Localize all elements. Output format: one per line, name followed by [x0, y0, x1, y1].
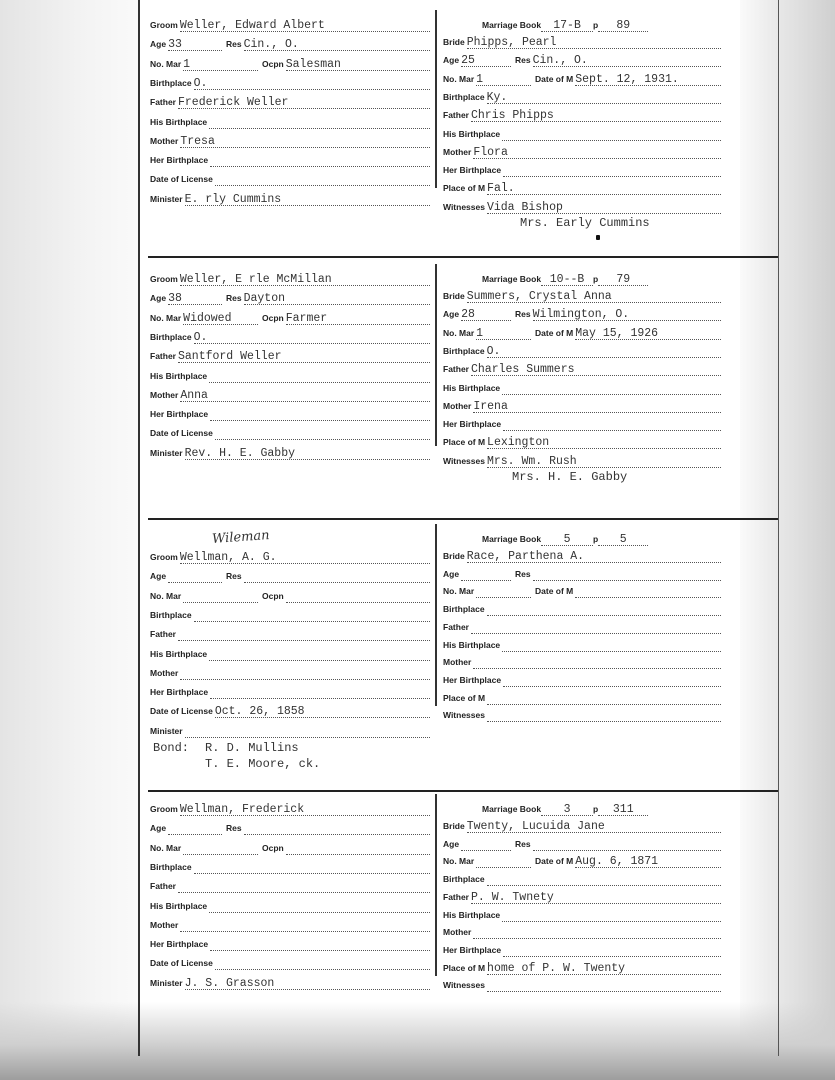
bride-age-res-1-res — [515, 303, 721, 321]
groom-mother-2-label: Mother — [150, 667, 179, 678]
bride-age-res-3-res-label: Res — [515, 838, 531, 849]
groom-birthplace-2 — [150, 604, 430, 622]
card-edge-left — [138, 0, 140, 1056]
groom-age-res-1-age-label: Age — [150, 293, 167, 304]
bride-place-of-m-3-label: Place of M — [443, 962, 486, 973]
bride-age-res-0 — [443, 49, 721, 67]
bride-witnesses-1-value: Mrs. Wm. Rush — [486, 454, 577, 468]
column-divider — [435, 794, 437, 976]
record-separator — [148, 518, 778, 520]
groom-age-res-0-res-label: Res — [226, 39, 242, 50]
handwritten-annotation: Wileman — [211, 528, 271, 547]
groom-age-res-0-res — [226, 33, 430, 51]
groom-groom-1-value: Weller, E rle McMillan — [179, 273, 332, 286]
marriage-book-label: Marriage Book — [482, 804, 542, 814]
bride-mar-date-0-no_mar — [443, 68, 531, 86]
groom-mar-ocpn-3-ocpn — [262, 837, 430, 855]
bride-bride-2-label: Bride — [443, 551, 465, 561]
bride-birthplace-2-label: Birthplace — [443, 604, 485, 615]
groom-mar-ocpn-0-ocpn-label: Ocpn — [262, 58, 284, 69]
groom-age-res-1 — [150, 287, 430, 305]
bride-mar-date-1-date_of_m-value: May 15, 1926 — [575, 326, 659, 340]
bride-bride-3-value: Twenty, Lucuida Jane — [466, 820, 605, 833]
bride-witnesses-0 — [443, 196, 721, 214]
groom-mar-ocpn-0-no_mar — [150, 53, 258, 71]
marriage-book-value: 5 — [563, 533, 571, 546]
groom-mar-ocpn-3-no_mar-label: No. Mar — [150, 842, 182, 853]
groom-his-birthplace-3-label: His Birthplace — [150, 900, 208, 911]
groom-mar-ocpn-2 — [150, 585, 430, 603]
bride-witnesses-1 — [443, 450, 721, 468]
page-value: 89 — [616, 19, 631, 32]
bride-birthplace-3 — [443, 868, 721, 886]
groom-groom-2 — [150, 546, 430, 564]
bride-witnesses-0-label: Witnesses — [443, 201, 485, 212]
bride-mar-date-0-no_mar-value: 1 — [476, 72, 484, 86]
bride-mar-date-3-date_of_m — [535, 850, 721, 868]
groom-age-res-2-res — [226, 565, 430, 583]
groom-groom-1 — [150, 268, 430, 286]
bride-place-of-m-3-value: home of P. W. Twenty — [487, 961, 626, 975]
bride-mar-date-1-no_mar — [443, 322, 531, 340]
ink-speck — [596, 235, 600, 240]
groom-his-birthplace-3 — [150, 895, 430, 913]
groom-groom-3-value: Wellman, Frederick — [179, 803, 305, 816]
bride-mother-1-value: Irena — [473, 399, 508, 413]
groom-his-birthplace-2-label: His Birthplace — [150, 648, 208, 659]
bride-mother-3 — [443, 921, 721, 939]
groom-father-0 — [150, 91, 430, 109]
bride-place-of-m-3 — [443, 957, 721, 975]
bride-mother-0-value: Flora — [473, 145, 508, 159]
bride-bride-0 — [443, 31, 721, 49]
groom-age-res-0-age-label: Age — [150, 39, 167, 50]
page-value: 311 — [612, 803, 634, 816]
bride-her-birthplace-2-label: Her Birthplace — [443, 674, 502, 685]
bride-mar-date-0 — [443, 68, 721, 86]
bride-place-of-m-0 — [443, 177, 721, 195]
bride-age-res-0-res-label: Res — [515, 55, 531, 66]
bride-mar-date-3-date_of_m-value: Aug. 6, 1871 — [575, 855, 659, 869]
bride-father-1-label: Father — [443, 364, 469, 375]
groom-age-res-3-res — [226, 817, 430, 835]
bride-father-1 — [443, 358, 721, 376]
bride-his-birthplace-2-label: His Birthplace — [443, 639, 501, 650]
groom-mar-ocpn-3-ocpn-label: Ocpn — [262, 842, 284, 853]
page-label: p — [593, 20, 599, 30]
groom-mar-ocpn-3-no_mar — [150, 837, 258, 855]
groom-minister-0 — [150, 188, 430, 206]
groom-mar-ocpn-2-no_mar-label: No. Mar — [150, 590, 182, 601]
groom-date-of-license-1-label: Date of License — [150, 428, 213, 439]
marriage-book-ref-1 — [482, 268, 682, 286]
groom-birthplace-3 — [150, 856, 430, 874]
groom-minister-1-value: Rev. H. E. Gabby — [184, 446, 296, 460]
groom-date-of-license-1 — [150, 422, 430, 440]
bride-age-res-1-age — [443, 303, 511, 321]
bond-surety-2: T. E. Moore, ck. — [205, 757, 321, 771]
bride-age-res-3-res — [515, 833, 721, 851]
bride-mar-date-2-no_mar — [443, 580, 531, 598]
bride-mother-3-label: Mother — [443, 927, 472, 938]
page-value: 79 — [616, 273, 631, 286]
bride-mar-date-3-no_mar-label: No. Mar — [443, 856, 475, 867]
bride-age-res-1-res-label: Res — [515, 309, 531, 320]
groom-date-of-license-2-value: Oct. 26, 1858 — [214, 705, 305, 719]
groom-father-3-label: Father — [150, 881, 176, 892]
groom-age-res-1-res-label: Res — [226, 293, 242, 304]
bride-age-res-2 — [443, 563, 721, 581]
bride-father-2 — [443, 616, 721, 634]
bride-father-3-value: P. W. Twnety — [470, 890, 554, 904]
page-label: p — [593, 804, 599, 814]
bride-place-of-m-0-value: Fal. — [487, 182, 515, 196]
groom-his-birthplace-1-label: His Birthplace — [150, 370, 208, 381]
groom-age-res-1-res-value: Dayton — [243, 292, 286, 306]
groom-age-res-0-res-value: Cin., O. — [243, 38, 299, 52]
bride-place-of-m-2 — [443, 687, 721, 705]
bride-bride-2 — [443, 545, 721, 563]
bride-mother-0-label: Mother — [443, 146, 472, 157]
bride-bride-0-value: Phipps, Pearl — [466, 36, 557, 49]
groom-birthplace-3-label: Birthplace — [150, 861, 192, 872]
groom-groom-0-label: Groom — [150, 20, 178, 30]
bride-his-birthplace-3-label: His Birthplace — [443, 909, 501, 920]
groom-birthplace-1-label: Birthplace — [150, 331, 192, 342]
marriage-book-ref-2 — [482, 528, 682, 546]
marriage-book-ref-3 — [482, 798, 682, 816]
scan-margin-right — [740, 0, 835, 1080]
groom-groom-3 — [150, 798, 430, 816]
groom-age-res-1-age-value: 38 — [168, 292, 182, 306]
groom-mar-ocpn-1-no_mar — [150, 307, 258, 325]
groom-minister-3 — [150, 972, 430, 990]
groom-father-1 — [150, 345, 430, 363]
groom-her-birthplace-0-label: Her Birthplace — [150, 155, 209, 166]
groom-age-res-1-res — [226, 287, 430, 305]
bride-her-birthplace-0-label: Her Birthplace — [443, 165, 502, 176]
bride-witnesses-0-value: Vida Bishop — [486, 200, 563, 214]
bride-place-of-m-0-label: Place of M — [443, 183, 486, 194]
groom-mar-ocpn-1-ocpn-label: Ocpn — [262, 312, 284, 323]
bride-age-res-1 — [443, 303, 721, 321]
groom-birthplace-1 — [150, 326, 430, 344]
bride-bride-1 — [443, 285, 721, 303]
marriage-book-value: 10--B — [549, 273, 585, 286]
bride-mar-date-0-date_of_m-label: Date of M — [535, 73, 574, 84]
bride-mar-date-1-no_mar-label: No. Mar — [443, 327, 475, 338]
bride-mar-date-1-no_mar-value: 1 — [476, 326, 484, 340]
marriage-book-ref-0 — [482, 14, 682, 32]
bond-surety-1: R. D. Mullins — [205, 741, 299, 755]
groom-age-res-1-age — [150, 287, 222, 305]
bride-birthplace-2 — [443, 598, 721, 616]
column-divider — [435, 264, 437, 446]
groom-date-of-license-0 — [150, 168, 430, 186]
groom-minister-3-label: Minister — [150, 977, 183, 988]
bride-witnesses-2-label: Witnesses — [443, 710, 485, 721]
groom-birthplace-1-value: O. — [193, 330, 208, 344]
bride-witnesses-3 — [443, 974, 721, 992]
bride-her-birthplace-3 — [443, 939, 721, 957]
bride-mar-date-1-date_of_m-label: Date of M — [535, 327, 574, 338]
bride-place-of-m-1-label: Place of M — [443, 437, 486, 448]
groom-age-res-3-age — [150, 817, 222, 835]
marriage-book-label: Marriage Book — [482, 534, 542, 544]
bride-mar-date-0-no_mar-label: No. Mar — [443, 73, 475, 84]
bride-father-2-label: Father — [443, 621, 469, 632]
groom-date-of-license-3 — [150, 952, 430, 970]
groom-birthplace-0 — [150, 72, 430, 90]
bride-age-res-2-age — [443, 563, 511, 581]
bride-bride-1-value: Summers, Crystal Anna — [466, 290, 612, 303]
bride-his-birthplace-3 — [443, 904, 721, 922]
groom-mar-ocpn-1-no_mar-value: Widowed — [183, 311, 232, 325]
groom-age-res-3-age-label: Age — [150, 823, 167, 834]
groom-age-res-2-res-label: Res — [226, 571, 242, 582]
bride-place-of-m-2-label: Place of M — [443, 692, 486, 703]
groom-birthplace-2-label: Birthplace — [150, 609, 192, 620]
groom-mar-ocpn-3 — [150, 837, 430, 855]
card-edge-right — [778, 0, 779, 1056]
groom-mother-0-value: Tresa — [180, 134, 215, 148]
groom-age-res-0-age-value: 33 — [168, 38, 182, 52]
bride-father-0-label: Father — [443, 110, 469, 121]
groom-minister-2-label: Minister — [150, 725, 183, 736]
bride-age-res-3-age — [443, 833, 511, 851]
bride-his-birthplace-2 — [443, 634, 721, 652]
groom-her-birthplace-1-label: Her Birthplace — [150, 409, 209, 420]
bride-age-res-2-age-label: Age — [443, 568, 460, 579]
groom-mar-ocpn-0-no_mar-label: No. Mar — [150, 58, 182, 69]
bride-bride-0-label: Bride — [443, 37, 465, 47]
groom-mother-1 — [150, 384, 430, 402]
groom-father-0-label: Father — [150, 97, 176, 108]
groom-minister-3-value: J. S. Grasson — [184, 976, 275, 990]
page-label: p — [593, 274, 599, 284]
groom-age-res-3 — [150, 817, 430, 835]
groom-father-2-label: Father — [150, 629, 176, 640]
groom-birthplace-0-label: Birthplace — [150, 77, 192, 88]
bride-father-3 — [443, 886, 721, 904]
bond-label: Bond: — [153, 741, 190, 755]
groom-her-birthplace-2 — [150, 681, 430, 699]
bride-father-1-value: Charles Summers — [470, 363, 575, 377]
groom-age-res-0 — [150, 33, 430, 51]
bride-father-0 — [443, 104, 721, 122]
bride-witnesses-2 — [443, 704, 721, 722]
page-label: p — [593, 534, 599, 544]
groom-her-birthplace-1 — [150, 403, 430, 421]
groom-birthplace-0-value: O. — [193, 76, 208, 90]
bride-mother-0 — [443, 141, 721, 159]
bride-mar-date-3-no_mar — [443, 850, 531, 868]
bride-mother-1 — [443, 395, 721, 413]
bride-mar-date-2-no_mar-label: No. Mar — [443, 586, 475, 597]
groom-her-birthplace-3 — [150, 933, 430, 951]
bride-birthplace-0-value: Ky. — [486, 90, 508, 104]
scan-shadow-bottom — [0, 1002, 835, 1080]
groom-minister-1-label: Minister — [150, 447, 183, 458]
groom-minister-0-value: E. rly Cummins — [184, 192, 282, 206]
bride-mother-2-label: Mother — [443, 657, 472, 668]
bride-father-3-label: Father — [443, 891, 469, 902]
bride-age-res-1-age-label: Age — [443, 309, 460, 320]
bride-his-birthplace-1-label: His Birthplace — [443, 382, 501, 393]
groom-mar-ocpn-1-ocpn-value: Farmer — [285, 311, 328, 325]
bride-bride-3-label: Bride — [443, 821, 465, 831]
groom-mother-0 — [150, 130, 430, 148]
bride-age-res-3-age-label: Age — [443, 838, 460, 849]
bride-his-birthplace-0 — [443, 123, 721, 141]
groom-minister-1 — [150, 442, 430, 460]
bride-age-res-3 — [443, 833, 721, 851]
groom-mar-ocpn-0-no_mar-value: 1 — [183, 57, 191, 71]
groom-mar-ocpn-1-ocpn — [262, 307, 430, 325]
bride-her-birthplace-0 — [443, 159, 721, 177]
record-separator — [148, 790, 778, 792]
groom-her-birthplace-3-label: Her Birthplace — [150, 939, 209, 950]
groom-father-1-label: Father — [150, 351, 176, 362]
bride-witness-extra: Mrs. H. E. Gabby — [512, 470, 628, 484]
groom-minister-2 — [150, 720, 430, 738]
bride-age-res-0-age-value: 25 — [461, 54, 475, 68]
bride-birthplace-0 — [443, 86, 721, 104]
groom-father-2 — [150, 623, 430, 641]
bride-age-res-0-age — [443, 49, 511, 67]
bride-her-birthplace-2 — [443, 669, 721, 687]
groom-mar-ocpn-2-ocpn-label: Ocpn — [262, 590, 284, 601]
bride-mar-date-0-date_of_m-value: Sept. 12, 1931. — [575, 72, 679, 86]
groom-his-birthplace-2 — [150, 643, 430, 661]
bride-his-birthplace-1 — [443, 377, 721, 395]
groom-date-of-license-2 — [150, 700, 430, 718]
groom-date-of-license-2-label: Date of License — [150, 706, 213, 717]
groom-groom-0 — [150, 14, 430, 32]
bride-mar-date-0-date_of_m — [535, 68, 721, 86]
bride-age-res-1-age-value: 28 — [461, 308, 475, 322]
bride-mar-date-3-date_of_m-label: Date of M — [535, 856, 574, 867]
bride-witness-extra: Mrs. Early Cummins — [520, 216, 650, 230]
groom-age-res-2-age — [150, 565, 222, 583]
bride-place-of-m-1 — [443, 431, 721, 449]
groom-mar-ocpn-2-no_mar — [150, 585, 258, 603]
bride-birthplace-0-label: Birthplace — [443, 91, 485, 102]
bride-age-res-0-res-value: Cin., O. — [532, 54, 588, 68]
marriage-book-value: 3 — [563, 803, 571, 816]
marriage-book-value: 17-B — [553, 19, 581, 32]
groom-mother-3 — [150, 914, 430, 932]
groom-her-birthplace-0 — [150, 149, 430, 167]
bride-birthplace-1 — [443, 340, 721, 358]
groom-father-3 — [150, 875, 430, 893]
groom-mar-ocpn-0-ocpn — [262, 53, 430, 71]
bride-bride-1-label: Bride — [443, 291, 465, 301]
groom-age-res-2 — [150, 565, 430, 583]
bride-age-res-0-age-label: Age — [443, 55, 460, 66]
bride-her-birthplace-3-label: Her Birthplace — [443, 944, 502, 955]
groom-age-res-3-res-label: Res — [226, 823, 242, 834]
groom-groom-2-value: Wellman, A. G. — [179, 551, 277, 564]
bride-bride-3 — [443, 815, 721, 833]
groom-mar-ocpn-1 — [150, 307, 430, 325]
groom-groom-1-label: Groom — [150, 274, 178, 284]
scan-margin-left — [0, 0, 138, 1080]
groom-father-0-value: Frederick Weller — [177, 96, 289, 110]
groom-mar-ocpn-1-no_mar-label: No. Mar — [150, 312, 182, 323]
groom-mother-0-label: Mother — [150, 135, 179, 146]
groom-his-birthplace-0 — [150, 111, 430, 129]
groom-groom-0-value: Weller, Edward Albert — [179, 19, 325, 32]
bride-age-res-1-res-value: Wilmington, O. — [532, 308, 630, 322]
groom-age-res-2-age-label: Age — [150, 571, 167, 582]
bride-his-birthplace-0-label: His Birthplace — [443, 128, 501, 139]
bride-mar-date-1-date_of_m — [535, 322, 721, 340]
column-divider — [435, 10, 437, 188]
groom-mother-1-label: Mother — [150, 389, 179, 400]
record-separator — [148, 256, 778, 258]
bride-witnesses-1-label: Witnesses — [443, 455, 485, 466]
column-divider — [435, 524, 437, 706]
bride-bride-2-value: Race, Parthena A. — [466, 550, 585, 563]
bride-birthplace-1-value: O. — [486, 344, 501, 358]
bride-birthplace-3-label: Birthplace — [443, 874, 485, 885]
bride-mar-date-2 — [443, 580, 721, 598]
groom-groom-3-label: Groom — [150, 804, 178, 814]
bride-mother-2 — [443, 651, 721, 669]
marriage-book-label: Marriage Book — [482, 20, 542, 30]
bride-age-res-2-res — [515, 563, 721, 581]
groom-mother-3-label: Mother — [150, 919, 179, 930]
bride-place-of-m-1-value: Lexington — [487, 436, 550, 450]
groom-his-birthplace-1 — [150, 365, 430, 383]
bride-witnesses-3-label: Witnesses — [443, 980, 485, 991]
bride-age-res-2-res-label: Res — [515, 568, 531, 579]
page-value: 5 — [619, 533, 627, 546]
bride-age-res-0-res — [515, 49, 721, 67]
groom-minister-0-label: Minister — [150, 193, 183, 204]
bride-her-birthplace-1 — [443, 413, 721, 431]
groom-groom-2-label: Groom — [150, 552, 178, 562]
groom-date-of-license-0-label: Date of License — [150, 174, 213, 185]
bride-mar-date-2-date_of_m — [535, 580, 721, 598]
groom-her-birthplace-2-label: Her Birthplace — [150, 687, 209, 698]
groom-age-res-0-age — [150, 33, 222, 51]
marriage-book-label: Marriage Book — [482, 274, 542, 284]
groom-his-birthplace-0-label: His Birthplace — [150, 116, 208, 127]
groom-mother-1-value: Anna — [180, 388, 208, 402]
groom-mar-ocpn-0 — [150, 53, 430, 71]
groom-mother-2 — [150, 662, 430, 680]
groom-date-of-license-3-label: Date of License — [150, 958, 213, 969]
bride-mother-1-label: Mother — [443, 400, 472, 411]
bride-mar-date-2-date_of_m-label: Date of M — [535, 586, 574, 597]
bride-mar-date-3 — [443, 850, 721, 868]
groom-father-1-value: Santford Weller — [177, 350, 282, 364]
bride-birthplace-1-label: Birthplace — [443, 345, 485, 356]
groom-mar-ocpn-0-ocpn-value: Salesman — [285, 57, 341, 71]
groom-mar-ocpn-2-ocpn — [262, 585, 430, 603]
bride-her-birthplace-1-label: Her Birthplace — [443, 419, 502, 430]
bride-father-0-value: Chris Phipps — [470, 109, 554, 123]
bride-mar-date-1 — [443, 322, 721, 340]
